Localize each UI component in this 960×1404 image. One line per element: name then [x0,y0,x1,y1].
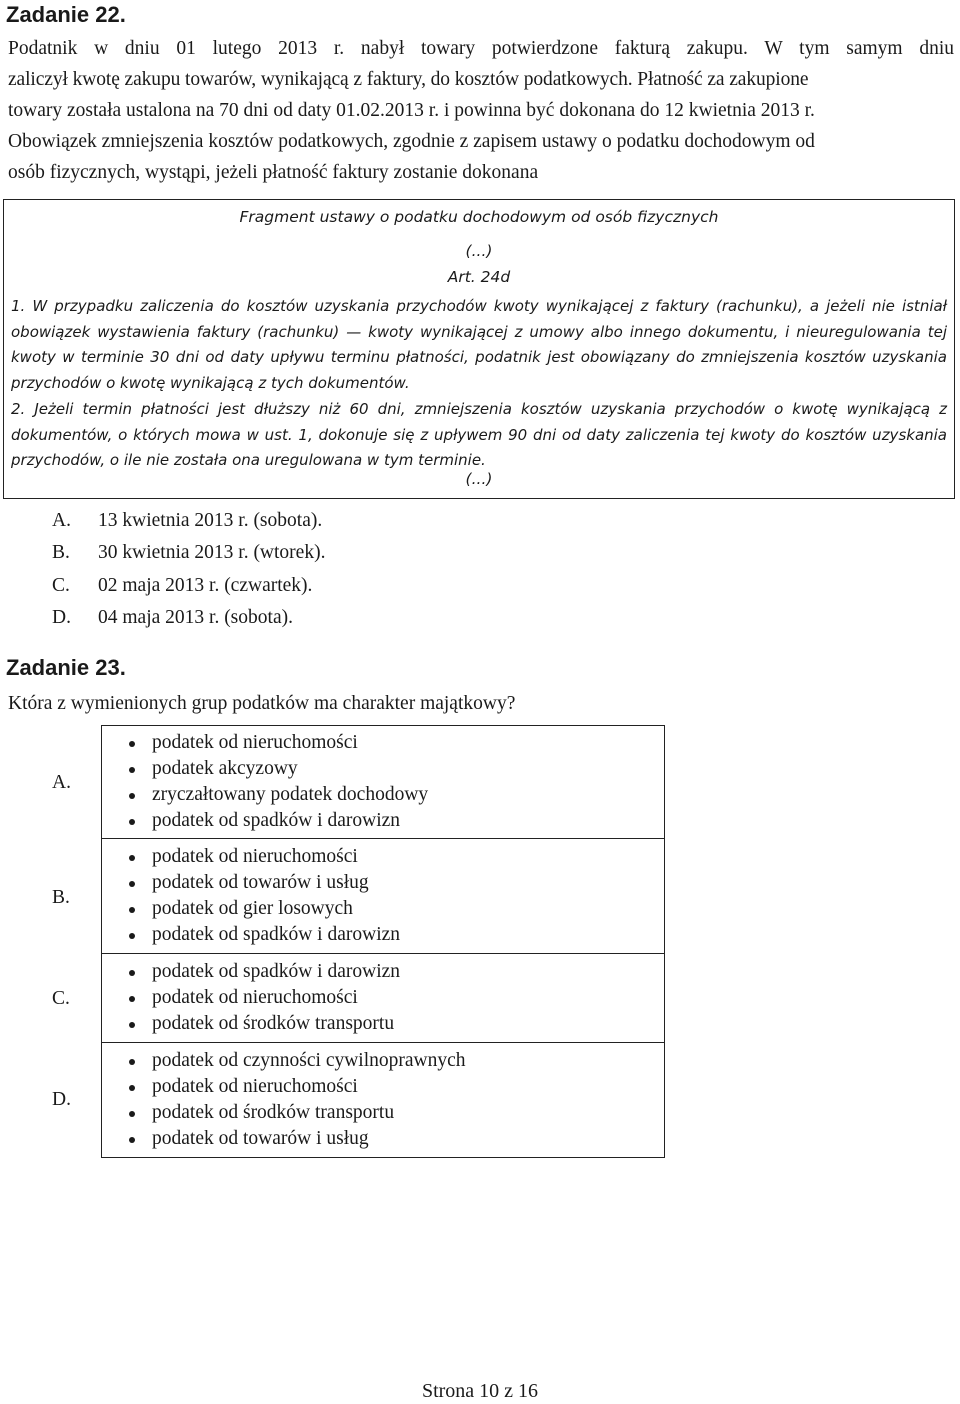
option-letter-d: D. [52,1089,71,1110]
option-list-c [102,955,664,1041]
option-cell-b [102,839,665,954]
option-letter-c: C. [52,988,70,1009]
option-cell-a [102,726,665,839]
task23-heading: Zadanie 23. [6,655,126,680]
answer-option-b [52,542,325,564]
answer-letter: D. [52,607,71,628]
list-item: zryczałtowany podatek dochodowy [102,782,664,808]
option-row-c [102,954,665,1043]
option-letter-b: B. [52,887,70,908]
answer-letter: C. [52,575,70,596]
law-paragraph-1: 1. W przypadku zaliczenia do kosztów uzyskania przychodów kwoty wynikającej z faktury (rachunku), a jeżeli nie istniał obowiązek wystawienia faktury (rachunku) — kwoty wynikającej z umowy albo innego dokumentu, i nieuregulowania tej kwoty w terminie 30 dni od daty upływu terminu płatności, podatnik jest obowiązany do zmniejszenia kosztów uzyskania przychodów o kwotę wynikającą z tych dokumentów. [11,297,947,393]
task22-line-2: zaliczył kwotę zakupu towarów, wynikającą z faktury, do kosztów podatkowych. Płatność za zakupione [8,69,809,90]
law-fragment-box [3,199,955,499]
answer-option-d [52,607,293,629]
list-item: podatek od gier losowych [102,896,664,922]
answer-option-c [52,575,312,597]
list-item: podatek akcyzowy [102,756,664,782]
law-ellipsis-bottom: (...) [465,470,493,488]
option-cell-c [102,954,665,1043]
list-item: podatek od środków transportu [102,1011,664,1037]
list-item: podatek od towarów i usług [102,870,664,896]
task22-line-1: Podatnik w dniu 01 lutego 2013 r. nabył towary potwierdzone fakturą zakupu. W tym samym dniu [8,38,954,59]
task22-body [8,33,954,188]
list-item: podatek od towarów i usług [102,1126,664,1152]
tax-options-table [101,725,665,1158]
answer-text: 30 kwietnia 2013 r. (wtorek). [98,542,326,563]
list-item: podatek od nieruchomości [102,844,664,870]
answer-letter: A. [52,510,71,531]
law-fragment-title: Fragment ustawy o podatku dochodowym od osób fizycznych [239,208,719,226]
list-item: podatek od nieruchomości [102,985,664,1011]
list-item: podatek od czynności cywilnoprawnych [102,1048,664,1074]
law-article-number: Art. 24d [447,268,511,286]
option-row-d [102,1043,665,1158]
option-letter-a: A. [52,772,71,793]
list-item: podatek od środków transportu [102,1100,664,1126]
answer-text: 04 maja 2013 r. (sobota). [98,607,293,628]
page-footer: Strona 10 z 16 [421,1380,539,1402]
task22-line-4: Obowiązek zmniejszenia kosztów podatkowych, zgodnie z zapisem ustawy o podatku dochodowym od [8,131,815,152]
option-list-b [102,840,664,952]
task22-heading: Zadanie 22. [6,2,126,27]
task22-line-3: towary została ustalona na 70 dni od daty 01.02.2013 r. i powinna być dokonana do 12 kwietnia 2013 r. [8,100,815,121]
list-item: podatek od spadków i darowizn [102,922,664,948]
law-paragraph-2: 2. Jeżeli termin płatności jest dłuższy niż 60 dni, zmniejszenia kosztów uzyskania przychodów o kwotę wynikającą z dokumentów, o których mowa w ust. 1, dokonuje się z upływem 90 dni od daty zaliczenia tej kwoty do kosztów uzyskania przychodów, o ile nie została ona uregulowana w tym terminie. [11,399,947,470]
list-item: podatek od nieruchomości [102,1074,664,1100]
answer-text: 02 maja 2013 r. (czwartek). [98,575,313,596]
task22-line-5: osób fizycznych, wystąpi, jeżeli płatność faktury zostanie dokonana [8,162,539,183]
law-article-text [11,294,947,474]
answer-letter: B. [52,542,70,563]
option-list-d [102,1044,664,1156]
answer-option-a [52,510,322,532]
list-item: podatek od spadków i darowizn [102,959,664,985]
list-item: podatek od spadków i darowizn [102,808,664,834]
option-cell-d [102,1043,665,1158]
option-list-a [102,726,664,838]
option-row-a [102,726,665,839]
law-ellipsis-top: (...) [465,242,493,260]
task23-question: Która z wymienionych grup podatków ma charakter majątkowy? [8,693,516,714]
option-row-b [102,839,665,954]
list-item: podatek od nieruchomości [102,730,664,756]
answer-text: 13 kwietnia 2013 r. (sobota). [98,510,323,531]
